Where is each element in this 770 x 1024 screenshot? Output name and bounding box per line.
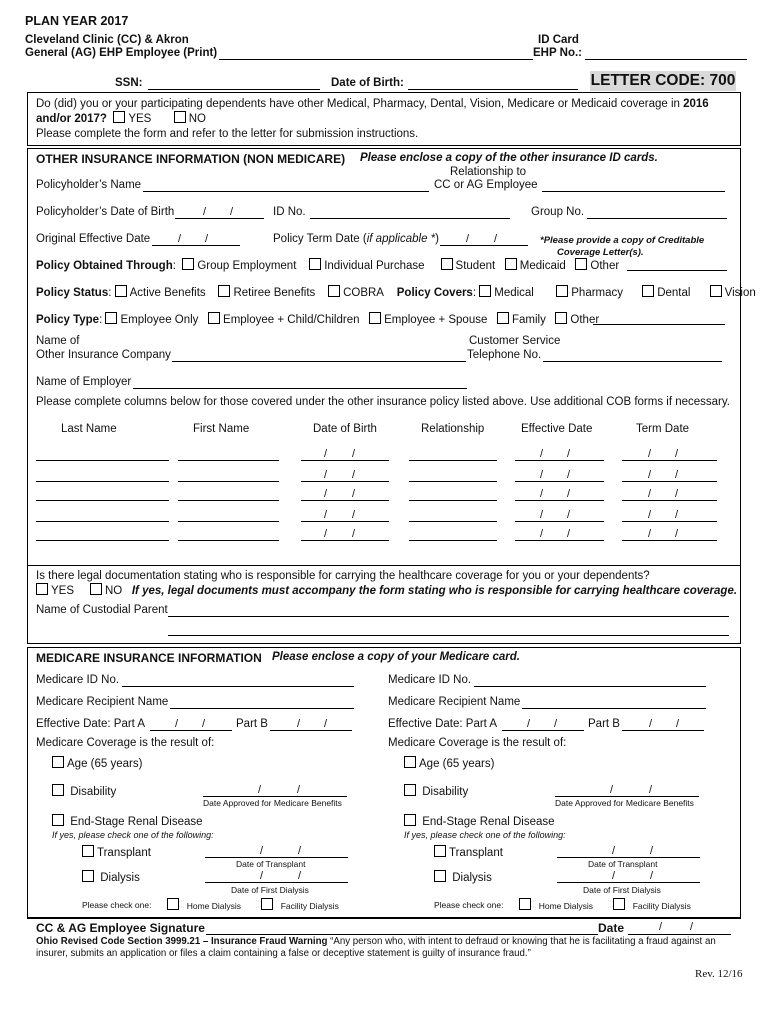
date-slash: / <box>324 528 328 540</box>
ehp-no-field[interactable] <box>585 59 747 60</box>
ehp-no-label: EHP No.: <box>533 47 582 59</box>
date-slash: / <box>648 469 652 481</box>
date-slash: / <box>567 488 571 500</box>
transplant-checkbox-2[interactable] <box>434 845 446 857</box>
part-a-date-field-2[interactable] <box>502 730 584 731</box>
date-slash: / <box>648 528 652 540</box>
date-slash: / <box>567 528 571 540</box>
date-slash: / <box>352 509 356 521</box>
dob-label: Date of Birth: <box>331 77 404 89</box>
other-company-label: Other Insurance Company <box>36 349 171 361</box>
home-dialysis-checkbox-2[interactable] <box>519 898 531 910</box>
if-yes-note-2: If yes, please check one of the following: <box>404 830 566 840</box>
dependent-cell-field[interactable] <box>409 460 497 461</box>
dependent-cell-field[interactable] <box>409 481 497 482</box>
ssn-label: SSN: <box>115 77 143 89</box>
dependent-cell-field[interactable] <box>36 460 169 461</box>
age-checkbox-2[interactable] <box>404 756 416 768</box>
medicare-note: Please enclose a copy of your Medicare card. <box>272 651 520 663</box>
orig-eff-date-label: Original Effective Date <box>36 233 151 245</box>
date-slash: / <box>203 206 207 218</box>
check-one-label-2: Please check one: <box>434 900 504 910</box>
col-relationship: Relationship <box>421 423 485 435</box>
dependent-cell-field[interactable] <box>301 521 389 522</box>
dependent-cell-field[interactable] <box>515 521 604 522</box>
policyholder-name-label: Policyholder’s Name <box>36 179 142 191</box>
esrd-row-2: End-Stage Renal Disease <box>404 814 555 828</box>
disability-checkbox-2[interactable] <box>404 784 416 796</box>
date-slash: / <box>540 469 544 481</box>
other-insurance-note: Please enclose a copy of the other insurance ID cards. <box>360 152 658 164</box>
student-checkbox[interactable] <box>441 258 453 270</box>
date-approved-caption-1: Date Approved for Medicare Benefits <box>203 798 342 808</box>
creditable-note-1: *Please provide a copy of Creditable <box>540 235 705 246</box>
group-no-field[interactable] <box>587 218 727 219</box>
date-slash: / <box>610 784 614 796</box>
coverage-result-label-1: Medicare Coverage is the result of: <box>36 737 215 749</box>
date-approved-caption-2: Date Approved for Medicare Benefits <box>555 798 694 808</box>
policyholder-dob-label: Policyholder’s Date of Birth <box>36 206 175 218</box>
disability-row-1: Disability <box>52 784 116 798</box>
dependent-cell-field[interactable] <box>178 500 279 501</box>
col-term-date: Term Date <box>636 423 690 435</box>
dependent-cell-field[interactable] <box>301 460 389 461</box>
eff-date-part-a-label-2: Effective Date: Part A <box>388 718 498 730</box>
col-effective-date: Effective Date <box>521 423 593 435</box>
cobra-checkbox[interactable] <box>328 285 340 297</box>
intro-no-checkbox[interactable] <box>174 111 186 123</box>
transplant-date-field-1[interactable] <box>205 857 348 858</box>
intro-yes-checkbox[interactable] <box>113 111 125 123</box>
date-slash: / <box>648 448 652 460</box>
transplant-row-2: Transplant <box>434 845 503 859</box>
legal-question: Is there legal documentation stating who is responsible for carrying the healthcare coverage for you or your dependents? <box>36 570 650 582</box>
employee-spouse-checkbox[interactable] <box>369 312 381 324</box>
pharmacy-checkbox[interactable] <box>556 285 568 297</box>
policy-term-label: Policy Term Date (if applicable *) <box>273 233 439 245</box>
date-dialysis-caption-2: Date of First Dialysis <box>583 885 661 895</box>
date-slash: / <box>690 921 694 933</box>
date-slash: / <box>650 870 654 882</box>
date-slash: / <box>352 469 356 481</box>
col-date-of-birth: Date of Birth <box>313 423 377 435</box>
dependent-cell-field[interactable] <box>178 521 279 522</box>
date-slash: / <box>650 845 654 857</box>
dob-field[interactable] <box>408 89 578 90</box>
medicare-title: MEDICARE INSURANCE INFORMATION <box>36 651 262 665</box>
name-of-label: Name of <box>36 335 80 347</box>
relationship-field[interactable] <box>542 191 725 192</box>
custodial-field-2[interactable] <box>168 635 729 636</box>
dialysis-row-2: Dialysis <box>434 870 492 884</box>
legal-answer-row: YES NO If yes, legal documents must accompany the form stating who is responsible for carrying healthcare coverage. <box>36 583 737 597</box>
employee-name-field[interactable] <box>219 59 533 60</box>
facility-dialysis-row-1: Facility Dialysis <box>261 898 339 911</box>
date-slash: / <box>675 528 679 540</box>
col-first-name: First Name <box>193 423 250 435</box>
date-slash: / <box>659 921 663 933</box>
other-obtained-checkbox[interactable] <box>575 258 587 270</box>
date-slash: / <box>324 488 328 500</box>
date-slash: / <box>260 870 264 882</box>
dependent-cell-field[interactable] <box>178 540 279 541</box>
date-slash: / <box>567 509 571 521</box>
dependent-cell-field[interactable] <box>409 521 497 522</box>
dependent-cell-field[interactable] <box>409 540 497 541</box>
dependent-cell-field[interactable] <box>178 481 279 482</box>
date-slash: / <box>352 488 356 500</box>
fraud-warning-line-1: Ohio Revised Code Section 3999.21 – Insurance Fraud Warning “Any person who, with intent to defraud or knowing that he is facilitating a fraud against an <box>36 936 716 947</box>
dependent-cell-field[interactable] <box>36 521 169 522</box>
date-slash: / <box>297 718 301 730</box>
coverage-result-label-2: Medicare Coverage is the result of: <box>388 737 567 749</box>
signature-field[interactable] <box>206 934 598 935</box>
recipient-field-2[interactable] <box>522 708 706 709</box>
intro-instruction: Please complete the form and refer to the letter for submission instructions. <box>36 128 419 140</box>
date-slash: / <box>297 784 301 796</box>
legal-no-checkbox[interactable] <box>90 583 102 595</box>
home-dialysis-checkbox-1[interactable] <box>167 898 179 910</box>
dependent-cell-field[interactable] <box>622 521 717 522</box>
policyholder-name-field[interactable] <box>143 191 429 192</box>
date-slash: / <box>675 448 679 460</box>
date-slash: / <box>675 509 679 521</box>
legal-yes-checkbox[interactable] <box>36 583 48 595</box>
esrd-row-1: End-Stage Renal Disease <box>52 814 203 828</box>
other-type-field[interactable] <box>593 324 725 325</box>
telephone-label: Telephone No. <box>467 349 542 361</box>
employer-label: Name of Employer <box>36 376 132 388</box>
policy-term-field[interactable] <box>440 245 528 246</box>
date-slash: / <box>352 528 356 540</box>
date-slash: / <box>612 870 616 882</box>
date-slash: / <box>649 784 653 796</box>
date-slash: / <box>612 845 616 857</box>
employee-child-checkbox[interactable] <box>208 312 220 324</box>
letter-code: LETTER CODE: 700 <box>590 72 736 89</box>
date-slash: / <box>648 509 652 521</box>
other-insurance-title: OTHER INSURANCE INFORMATION (NON MEDICARE) <box>36 152 346 166</box>
group-employment-checkbox[interactable] <box>182 258 194 270</box>
family-checkbox[interactable] <box>497 312 509 324</box>
employer-field[interactable] <box>133 388 467 389</box>
policy-type-row: Policy Type: Employee Only Employee + Child/Children Employee + Spouse Family Other <box>36 314 600 326</box>
dependent-cell-field[interactable] <box>301 500 389 501</box>
org-line: Cleveland Clinic (CC) & Akron <box>25 34 189 46</box>
date-transplant-caption-1: Date of Transplant <box>236 859 306 869</box>
date-slash: / <box>178 233 182 245</box>
dependent-cell-field[interactable] <box>622 540 717 541</box>
date-slash: / <box>540 488 544 500</box>
other-type-checkbox[interactable] <box>555 312 567 324</box>
dependent-cell-field[interactable] <box>178 460 279 461</box>
date-transplant-caption-2: Date of Transplant <box>588 859 658 869</box>
custodial-label: Name of Custodial Parent <box>36 604 168 616</box>
transplant-date-field-2[interactable] <box>557 857 700 858</box>
dependent-cell-field[interactable] <box>622 481 717 482</box>
part-b-label-2: Part B <box>588 718 620 730</box>
dependent-cell-field[interactable] <box>622 460 717 461</box>
date-slash: / <box>554 718 558 730</box>
date-slash: / <box>324 509 328 521</box>
date-slash: / <box>648 488 652 500</box>
medicare-id-field-1[interactable] <box>122 686 354 687</box>
date-slash: / <box>324 718 328 730</box>
transplant-checkbox-1[interactable] <box>82 845 94 857</box>
date-slash: / <box>675 469 679 481</box>
disability-date-field-1[interactable] <box>203 796 347 797</box>
home-dialysis-row-1: Home Dialysis <box>167 898 241 911</box>
dependent-cell-field[interactable] <box>301 481 389 482</box>
check-one-label-1: Please check one: <box>82 900 152 910</box>
medicare-id-field-2[interactable] <box>474 686 706 687</box>
signature-date-field[interactable] <box>628 934 731 935</box>
signature-label: CC & AG Employee Signature <box>36 921 205 935</box>
customer-service-label: Customer Service <box>469 335 561 347</box>
part-b-date-field-2[interactable] <box>622 730 704 731</box>
transplant-row-1: Transplant <box>82 845 151 859</box>
dependent-cell-field[interactable] <box>515 540 604 541</box>
section-divider <box>27 917 740 918</box>
dependent-cell-field[interactable] <box>409 500 497 501</box>
other-company-field[interactable] <box>172 361 466 362</box>
disability-checkbox-1[interactable] <box>52 784 64 796</box>
policy-obtained-row: Policy Obtained Through: Group Employment Individual Purchase Student Medicaid Other <box>36 260 620 272</box>
policyholder-dob-field[interactable] <box>175 218 264 219</box>
columns-note: Please complete columns below for those covered under the other insurance policy listed above. Use additional COB forms if necessary. <box>36 396 730 408</box>
date-slash: / <box>649 718 653 730</box>
dialysis-date-field-1[interactable] <box>205 882 348 883</box>
telephone-field[interactable] <box>543 361 722 362</box>
date-slash: / <box>324 448 328 460</box>
facility-dialysis-checkbox-1[interactable] <box>261 898 273 910</box>
plan-year: PLAN YEAR 2017 <box>25 14 129 28</box>
date-slash: / <box>260 845 264 857</box>
facility-dialysis-row-2: Facility Dialysis <box>613 898 691 911</box>
age-checkbox-1[interactable] <box>52 756 64 768</box>
dialysis-date-field-2[interactable] <box>557 882 700 883</box>
dependent-cell-field[interactable] <box>515 500 604 501</box>
group-no-label: Group No. <box>531 206 585 218</box>
medicare-id-label-2: Medicare ID No. <box>388 674 472 686</box>
date-slash: / <box>298 870 302 882</box>
recipient-label-1: Medicare Recipient Name <box>36 696 169 708</box>
custodial-field[interactable] <box>168 616 729 617</box>
date-slash: / <box>527 718 531 730</box>
employee-only-checkbox[interactable] <box>105 312 117 324</box>
retiree-benefits-checkbox[interactable] <box>218 285 230 297</box>
date-slash: / <box>494 233 498 245</box>
section-divider <box>27 565 740 566</box>
eff-date-part-a-label-1: Effective Date: Part A <box>36 718 146 730</box>
intro-answer-row: and/or 2017? YES NO <box>36 113 206 125</box>
date-slash: / <box>675 488 679 500</box>
dialysis-checkbox-1[interactable] <box>82 870 94 882</box>
dependent-cell-field[interactable] <box>515 460 604 461</box>
dialysis-checkbox-2[interactable] <box>434 870 446 882</box>
date-slash: / <box>540 509 544 521</box>
dependent-cell-field[interactable] <box>515 481 604 482</box>
dependent-cell-field[interactable] <box>622 500 717 501</box>
id-no-field[interactable] <box>310 218 510 219</box>
date-slash: / <box>258 784 262 796</box>
home-dialysis-row-2: Home Dialysis <box>519 898 593 911</box>
date-slash: / <box>540 528 544 540</box>
creditable-note-2: Coverage Letter(s). <box>557 247 644 258</box>
date-slash: / <box>205 233 209 245</box>
date-slash: / <box>567 448 571 460</box>
part-a-date-field-1[interactable] <box>150 730 232 731</box>
id-card-label: ID Card <box>538 34 579 46</box>
col-last-name: Last Name <box>61 423 117 435</box>
dental-checkbox[interactable] <box>642 285 654 297</box>
other-obtained-field[interactable] <box>627 270 727 271</box>
recipient-field-1[interactable] <box>170 708 354 709</box>
date-slash: / <box>676 718 680 730</box>
esrd-checkbox-2[interactable] <box>404 814 416 826</box>
disability-date-field-2[interactable] <box>555 796 699 797</box>
age-row-2: Age (65 years) <box>404 756 494 770</box>
date-slash: / <box>175 718 179 730</box>
ssn-field[interactable] <box>148 89 320 90</box>
esrd-checkbox-1[interactable] <box>52 814 64 826</box>
date-slash: / <box>298 845 302 857</box>
date-slash: / <box>230 206 234 218</box>
date-slash: / <box>567 469 571 481</box>
date-dialysis-caption-1: Date of First Dialysis <box>231 885 309 895</box>
dependent-cell-field[interactable] <box>301 540 389 541</box>
date-slash: / <box>202 718 206 730</box>
policy-status-row: Policy Status: Active Benefits Retiree Benefits COBRA Policy Covers: Medical Pharmacy Dental Vision <box>36 287 756 299</box>
orig-eff-date-field[interactable] <box>152 245 240 246</box>
relationship-to-label: Relationship to <box>450 166 527 178</box>
date-slash: / <box>540 448 544 460</box>
signature-date-label: Date <box>598 921 625 935</box>
part-b-label-1: Part B <box>236 718 268 730</box>
medicare-id-label-1: Medicare ID No. <box>36 674 120 686</box>
recipient-label-2: Medicare Recipient Name <box>388 696 521 708</box>
part-b-date-field-1[interactable] <box>270 730 352 731</box>
fraud-warning-line-2: insurer, submits an application or files a claim containing a false or deceptive statement is guilty of insurance fraud.” <box>36 948 531 959</box>
medical-checkbox[interactable] <box>479 285 491 297</box>
disability-row-2: Disability <box>404 784 468 798</box>
employee-print-label: General (AG) EHP Employee (Print) <box>25 47 218 59</box>
dialysis-row-1: Dialysis <box>82 870 140 884</box>
facility-dialysis-checkbox-2[interactable] <box>613 898 625 910</box>
dependent-cell-field[interactable] <box>36 540 169 541</box>
revision-label: Rev. 12/16 <box>695 968 743 980</box>
if-yes-note-1: If yes, please check one of the following: <box>52 830 214 840</box>
dependent-cell-field[interactable] <box>36 481 169 482</box>
date-slash: / <box>324 469 328 481</box>
dependent-cell-field[interactable] <box>36 500 169 501</box>
age-row-1: Age (65 years) <box>52 756 142 770</box>
vision-checkbox[interactable] <box>710 285 722 297</box>
date-slash: / <box>466 233 470 245</box>
date-slash: / <box>352 448 356 460</box>
intro-question: Do (did) you or your participating dependents have other Medical, Pharmacy, Dental, Vision, Medicare or Medicaid coverage in 2016 <box>36 98 709 110</box>
medicaid-checkbox[interactable] <box>505 258 517 270</box>
individual-purchase-checkbox[interactable] <box>309 258 321 270</box>
id-no-label: ID No. <box>273 206 306 218</box>
cc-ag-employee-label: CC or AG Employee <box>434 179 538 191</box>
active-benefits-checkbox[interactable] <box>115 285 127 297</box>
